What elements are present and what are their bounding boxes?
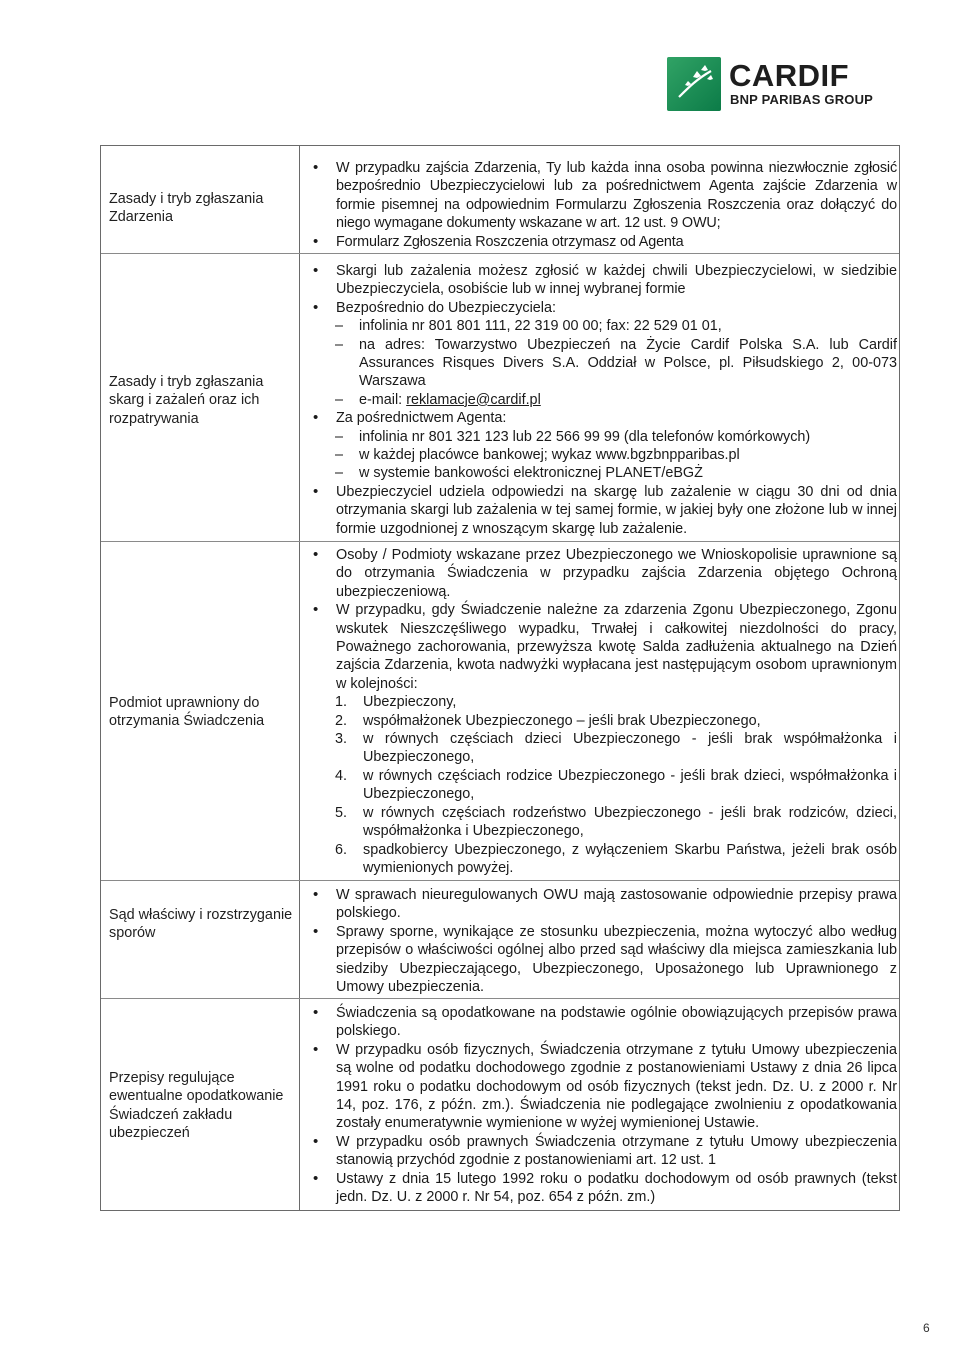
- dash-item: – na adres: Towarzystwo Ubezpieczeń na Życie Cardif Polska S.A. lub Cardif Assurances Risques Divers S.A. Oddział w Polsce, pl. Piłsudskiego 2, 00-073 Warszawa: [313, 336, 897, 391]
- numbered-item: [313, 693, 897, 711]
- section-sad: [313, 886, 897, 996]
- section-opodatkowanie: [313, 1004, 897, 1206]
- section-uprawniony: [313, 546, 897, 877]
- list-item: • W przypadku zajścia Zdarzenia, Ty lub każda inna osoba powinna niezwłocznie zgłosić bezpośrednio Ubezpieczycielowi lub za pośrednictwem Agenta zajście Zdarzenia w formie pisemnej na odpowiednim Formularzu Zgłoszenia Roszczenia oraz dołączyć do niego wymagane dokumenty wskazane w art. 12 ust. 9 OWU;: [313, 159, 897, 233]
- logo-group: BNP PARIBAS GROUP: [730, 92, 874, 107]
- item-text: spadkobiercy Ubezpieczonego, z wyłączeniem Skarbu Państwa, jeżeli brak osób wymienionych powyżej.: [363, 841, 897, 876]
- item-text: w równych częściach dzieci Ubezpieczonego - jeśli brak współmałżonka i Ubezpieczonego,: [363, 731, 897, 766]
- row-label-skargi: Zasady i tryb zgłaszania skarg i zażaleń oraz ich rozpatrywania: [109, 374, 264, 427]
- list-item: • Formularz Zgłoszenia Roszczenia otrzymasz od Agenta: [313, 233, 897, 251]
- row-label-zgloszenie: Zasady i tryb zgłaszania Zdarzenia: [109, 191, 264, 226]
- numbered-item: [313, 804, 897, 841]
- item-number: 6.: [335, 841, 348, 858]
- section-zgloszenie: [313, 159, 897, 251]
- email-label: e-mail:: [359, 391, 407, 408]
- logo-name: CARDIF: [729, 58, 850, 93]
- list-item: • Sprawy sporne, wynikające ze stosunku ubezpieczenia, można wytoczyć albo według przepisów o właściwości ogólnej albo przed sąd właściwy dla miejsca zamieszkania lub siedziby Ubezpieczającego, Ubezpieczonego, Uposażonego lub Uprawnionego z Umowy ubezpieczenia.: [313, 923, 897, 997]
- column-divider: [299, 146, 300, 1210]
- row-divider: [101, 541, 899, 542]
- list-item: • Świadczenia są opodatkowane na podstawie ogólnie obowiązujących przepisów prawa polskiego.: [313, 1004, 897, 1041]
- list-item: • W przypadku osób fizycznych, Świadczenia otrzymane z tytułu Umowy ubezpieczenia są wolne od podatku dochodowego zgodnie z postanowieniami Ustawy z dnia 26 lipca 1991 roku o podatku dochodowym od osób fizycznych (tekst jedn. Dz. U. z 2000 r. Nr 14, poz. 176, z późn. zm.). Świadczenia nie podlegające zwolnieniu z opodatkowania zostały enumeratywnie wymienione w wyżej wymienionej Ustawie.: [313, 1041, 897, 1133]
- numbered-item: [313, 712, 897, 730]
- row-divider: [101, 253, 899, 254]
- item-number: 1.: [335, 694, 348, 711]
- numbered-item: [313, 841, 897, 878]
- list-item: • Ustawy z dnia 15 lutego 1992 roku o podatku dochodowym od osób prawnych (tekst jedn. Dz. U. z 2000 r. Nr 54, poz. 654 z późn. zm.): [313, 1170, 897, 1207]
- list-item: • W przypadku, gdy Świadczenie należne za zdarzenia Zgonu Ubezpieczonego, Zgonu wskutek Nieszczęśliwego wypadku, Trwałej i całkowitej niezdolności do pracy, Poważnego zachorowania, przewyższa kwotę Salda zadłużenia aktualnego na Dzień zajścia Zdarzenia, kwota nadwyżki wypłacana jest następującym osobom uprawnionym w kolejności:: [313, 601, 897, 693]
- item-text: w równych częściach rodzice Ubezpieczonego - jeśli brak dzieci, współmałżonka i Ubezpieczonego,: [363, 767, 897, 803]
- dash-item: – infolinia nr 801 801 111, 22 319 00 00; fax: 22 529 01 01,: [313, 317, 897, 335]
- item-text: współmałżonek Ubezpieczonego – jeśli brak Ubezpieczonego,: [363, 712, 761, 729]
- item-number: 2.: [335, 712, 348, 729]
- row-label-sad: Sąd właściwy i rozstrzyganie sporów: [109, 907, 293, 942]
- dash-item: – infolinia nr 801 321 123 lub 22 566 99 99 (dla telefonów komórkowych): [313, 428, 897, 446]
- item-text: Ubezpieczony,: [363, 694, 457, 711]
- list-item: • Za pośrednictwem Agenta:: [313, 409, 897, 427]
- cardif-logo-icon: [667, 57, 721, 111]
- item-text: w równych częściach rodzeństwo Ubezpieczonego - jeśli brak rodziców, dzieci, współmałżonka i Ubezpieczonego,: [363, 804, 897, 840]
- section-skargi: [313, 262, 897, 538]
- numbered-item: [313, 767, 897, 804]
- page-number: 6: [923, 1321, 930, 1335]
- row-divider: [101, 880, 899, 881]
- row-label-opodatkowanie: Przepisy regulujące ewentualne opodatkowanie Świadczeń zakładu ubezpieczeń: [109, 1070, 284, 1142]
- list-item: • Osoby / Podmioty wskazane przez Ubezpieczonego we Wnioskopolisie uprawnione są do otrzymania Świadczenia w przypadku zajścia Zdarzenia objętego Ochroną ubezpieczeniową.: [313, 546, 897, 601]
- list-item: • Skargi lub zażalenia możesz zgłosić w każdej chwili Ubezpieczycielowi, w siedzibie Ubezpieczyciela, osobiście lub w innej wybranej formie: [313, 262, 897, 299]
- list-item: • W przypadku osób prawnych Świadczenia otrzymane z tytułu Umowy ubezpieczenia stanowią przychód zgodnie z postanowieniami art. 12 ust. 1: [313, 1133, 897, 1170]
- row-divider: [101, 998, 899, 999]
- list-item: • Bezpośrednio do Ubezpieczyciela:: [313, 299, 897, 317]
- cardif-logo: [667, 57, 893, 111]
- dash-item: – w każdej placówce bankowej; wykaz www.bgzbnpparibas.pl: [313, 446, 897, 464]
- dash-item: – w systemie bankowości elektronicznej PLANET/eBGŻ: [313, 464, 897, 482]
- list-item: • Ubezpieczyciel udziela odpowiedzi na skargę lub zażalenie w ciągu 30 dni od dnia otrzymania skargi lub zażalenia w tej samej formie, w jakiej były one złożone lub w innej formie uzgodnionej z wnoszącym skargę lub zażalenie.: [313, 483, 897, 538]
- row-label-uprawniony: Podmiot uprawniony do otrzymania Świadczenia: [109, 695, 265, 730]
- item-number: 5.: [335, 804, 348, 821]
- dash-item: [313, 391, 897, 409]
- item-number: 4.: [335, 767, 348, 784]
- email-link[interactable]: reklamacje@cardif.pl: [406, 391, 541, 408]
- numbered-item: [313, 730, 897, 767]
- list-item: • W sprawach nieuregulowanych OWU mają zastosowanie odpowiednie przepisy prawa polskiego.: [313, 886, 897, 923]
- item-number: 3.: [335, 731, 348, 748]
